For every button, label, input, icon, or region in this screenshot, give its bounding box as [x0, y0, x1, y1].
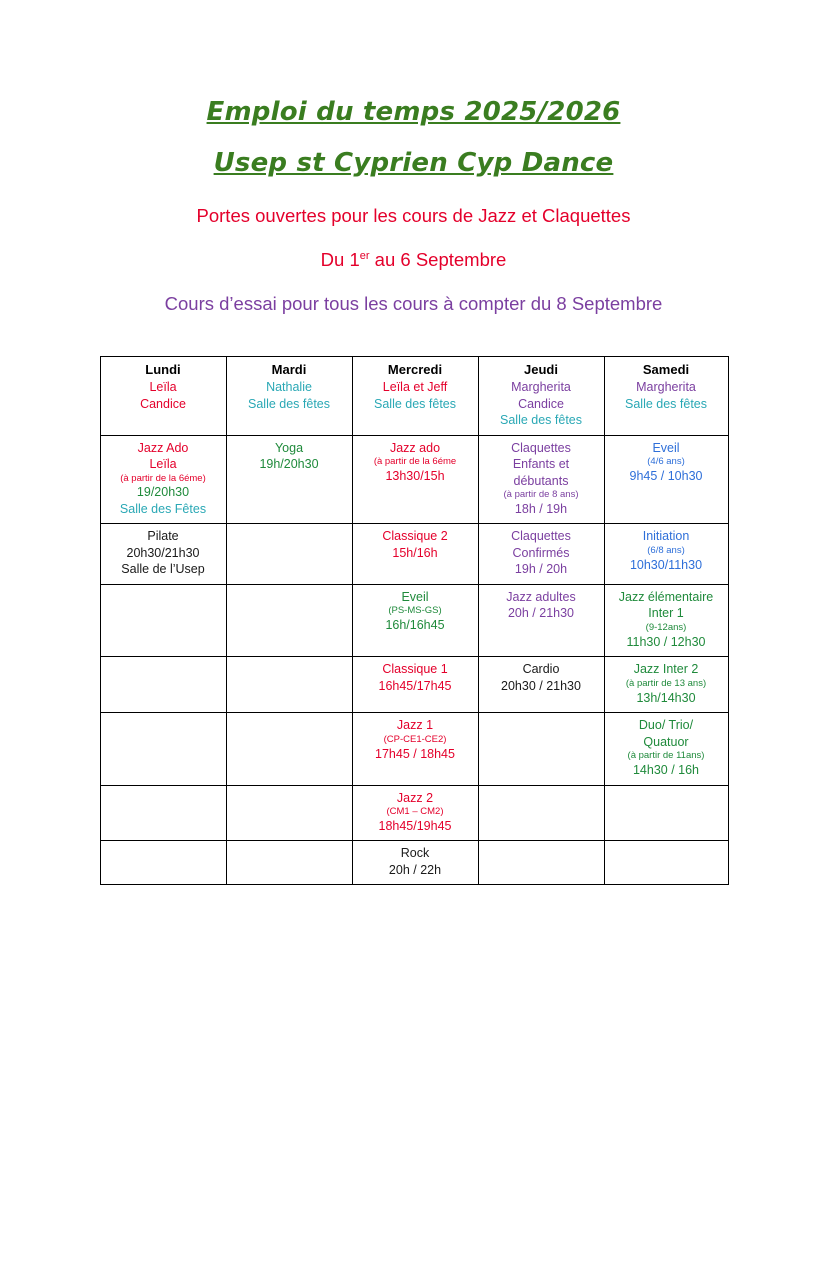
course-name: Jazz élémentaire	[618, 589, 714, 604]
title-block	[0, 96, 827, 315]
day-label: Jeudi	[524, 361, 558, 377]
cell-mercredi-3	[352, 584, 478, 656]
course-note: (à partir de 8 ans)	[503, 489, 579, 501]
course-name: Jazz Ado	[137, 440, 189, 455]
cell-jeudi-4	[478, 657, 604, 713]
cell-mardi-2	[226, 524, 352, 585]
cell-mercredi-7	[352, 841, 478, 885]
teacher-name: Margherita	[511, 380, 571, 395]
room-label: Salle des fêtes	[374, 396, 456, 411]
cell-mardi-4	[226, 657, 352, 713]
table-row	[100, 657, 728, 713]
course-name: Jazz Inter 2	[633, 662, 699, 677]
teacher-name: Leïla et Jeff	[382, 380, 448, 395]
course-name: Cardio	[522, 662, 560, 677]
course-time: 19h/20h30	[259, 457, 319, 472]
schedule-table-wrapper	[100, 356, 728, 886]
cell-samedi-5	[604, 713, 728, 785]
course-time: 10h30/11h30	[629, 557, 703, 572]
course-note: (à partir de 11ans)	[627, 750, 705, 762]
cell-mercredi-2	[352, 524, 478, 585]
course-time: 20h30/21h30	[126, 545, 200, 560]
cell-mardi-1	[226, 435, 352, 524]
cell-mercredi-1	[352, 435, 478, 524]
table-row	[100, 584, 728, 656]
cell-mardi-3	[226, 584, 352, 656]
course-time: 11h30 / 12h30	[626, 634, 706, 649]
cell-mercredi-5	[352, 713, 478, 785]
cell-jeudi-3	[478, 584, 604, 656]
course-time: 13h/14h30	[636, 690, 696, 705]
teacher-name: Candice	[518, 396, 564, 411]
course-name: Jazz ado	[389, 440, 441, 455]
course-time: 14h30 / 16h	[632, 763, 700, 778]
course-time: 20h30 / 21h30	[501, 678, 581, 693]
course-note: (4/6 ans)	[647, 456, 685, 468]
course-name: Jazz 2	[396, 790, 434, 805]
schedule-table	[100, 356, 729, 886]
table-header-row	[100, 356, 728, 435]
column-header-mardi	[226, 356, 352, 435]
course-room: Salle de l’Usep	[121, 562, 205, 577]
open-days-text: Portes ouvertes pour les cours de Jazz et Claquettes	[196, 205, 631, 226]
table-row	[100, 841, 728, 885]
cell-lundi-3	[100, 584, 226, 656]
room-label: Salle des fêtes	[248, 396, 330, 411]
page-subtitle-club: Usep st Cyprien Cyp Dance	[213, 147, 614, 178]
teacher-name: Nathalie	[266, 380, 312, 395]
course-name: Pilate	[147, 529, 179, 544]
course-name: Classique 2	[382, 529, 448, 544]
course-time: 19h / 20h	[514, 562, 568, 577]
day-label: Mercredi	[387, 361, 443, 377]
course-teacher: Leïla	[149, 457, 177, 472]
cell-jeudi-1	[478, 435, 604, 524]
course-name: Initiation	[642, 529, 690, 544]
cell-jeudi-2	[478, 524, 604, 585]
cell-samedi-6	[604, 785, 728, 841]
course-name: Jazz adultes	[506, 589, 576, 604]
course-time: 18h / 19h	[514, 501, 568, 516]
cell-jeudi-6	[478, 785, 604, 841]
course-name: Eveil	[652, 440, 680, 455]
cell-mardi-6	[226, 785, 352, 841]
course-note: (CP-CE1-CE2)	[383, 733, 447, 745]
course-time: 16h/16h45	[385, 618, 445, 633]
cell-mardi-5	[226, 713, 352, 785]
course-name: Classique 1	[382, 662, 448, 677]
document-page	[0, 96, 827, 1265]
course-name: Claquettes	[511, 529, 571, 544]
cell-samedi-1	[604, 435, 728, 524]
course-time: 16h45/17h45	[378, 678, 452, 693]
cell-mardi-7	[226, 841, 352, 885]
cell-samedi-7	[604, 841, 728, 885]
course-room: Salle des Fêtes	[119, 501, 207, 516]
course-name: Jazz 1	[396, 718, 434, 733]
course-time: 20h / 22h	[388, 862, 442, 877]
course-name: Claquettes	[511, 440, 571, 455]
course-name: Eveil	[401, 589, 429, 604]
course-time: 15h/16h	[392, 545, 438, 560]
course-name-2: Inter 1	[648, 606, 684, 621]
day-label: Mardi	[271, 361, 307, 377]
open-days-dates-suffix: au 6 Septembre	[369, 248, 507, 270]
cell-lundi-1	[100, 435, 226, 524]
cell-jeudi-7	[478, 841, 604, 885]
course-note: (CM1 – CM2)	[386, 806, 444, 818]
course-name-3: débutants	[513, 473, 569, 488]
course-note: (à partir de la 6éme	[373, 456, 457, 468]
course-note: (PS-MS-GS)	[388, 605, 442, 617]
day-label: Lundi	[145, 361, 181, 377]
cell-lundi-5	[100, 713, 226, 785]
course-note: (à partir de la 6éme)	[120, 472, 206, 484]
cell-lundi-6	[100, 785, 226, 841]
open-days-dates-sup: er	[359, 249, 370, 262]
course-time: 13h30/15h	[385, 468, 445, 483]
cell-samedi-4	[604, 657, 728, 713]
cell-lundi-4	[100, 657, 226, 713]
room-label: Salle des fêtes	[500, 413, 582, 428]
open-days-dates	[0, 249, 827, 271]
course-note: (9-12ans)	[645, 621, 687, 633]
cell-lundi-2	[100, 524, 226, 585]
open-days-dates-prefix: Du 1	[320, 248, 360, 270]
course-name: Duo/ Trio/	[638, 718, 694, 733]
course-name: Yoga	[274, 440, 304, 455]
day-label: Samedi	[642, 361, 690, 377]
cell-mercredi-6	[352, 785, 478, 841]
course-time: 19/20h30	[136, 485, 190, 500]
table-row	[100, 435, 728, 524]
column-header-mercredi	[352, 356, 478, 435]
column-header-samedi	[604, 356, 728, 435]
table-row	[100, 785, 728, 841]
course-name-2: Quatuor	[643, 734, 689, 749]
cell-mercredi-4	[352, 657, 478, 713]
column-header-lundi	[100, 356, 226, 435]
course-time: 20h / 21h30	[507, 606, 575, 621]
course-note: (6/8 ans)	[647, 544, 685, 556]
teacher-name: Candice	[140, 396, 186, 411]
page-title: Emploi du temps 2025/2026	[206, 97, 621, 127]
cell-samedi-2	[604, 524, 728, 585]
trial-course-text: Cours d’essai pour tous les cours à compter du 8 Septembre	[164, 292, 663, 314]
course-name-2: Confirmés	[512, 545, 570, 560]
teacher-name: Margherita	[636, 380, 696, 395]
course-time: 17h45 / 18h45	[375, 746, 455, 761]
course-note: (à partir de 13 ans)	[625, 677, 707, 689]
table-row	[100, 713, 728, 785]
course-time: 18h45/19h45	[378, 818, 452, 833]
teacher-name: Leïla	[149, 380, 177, 395]
cell-samedi-3	[604, 584, 728, 656]
course-time: 9h45 / 10h30	[629, 468, 703, 483]
table-row	[100, 524, 728, 585]
course-name: Rock	[400, 846, 430, 861]
cell-lundi-7	[100, 841, 226, 885]
course-name-2: Enfants et	[512, 457, 570, 472]
column-header-jeudi	[478, 356, 604, 435]
cell-jeudi-5	[478, 713, 604, 785]
room-label: Salle des fêtes	[625, 396, 707, 411]
